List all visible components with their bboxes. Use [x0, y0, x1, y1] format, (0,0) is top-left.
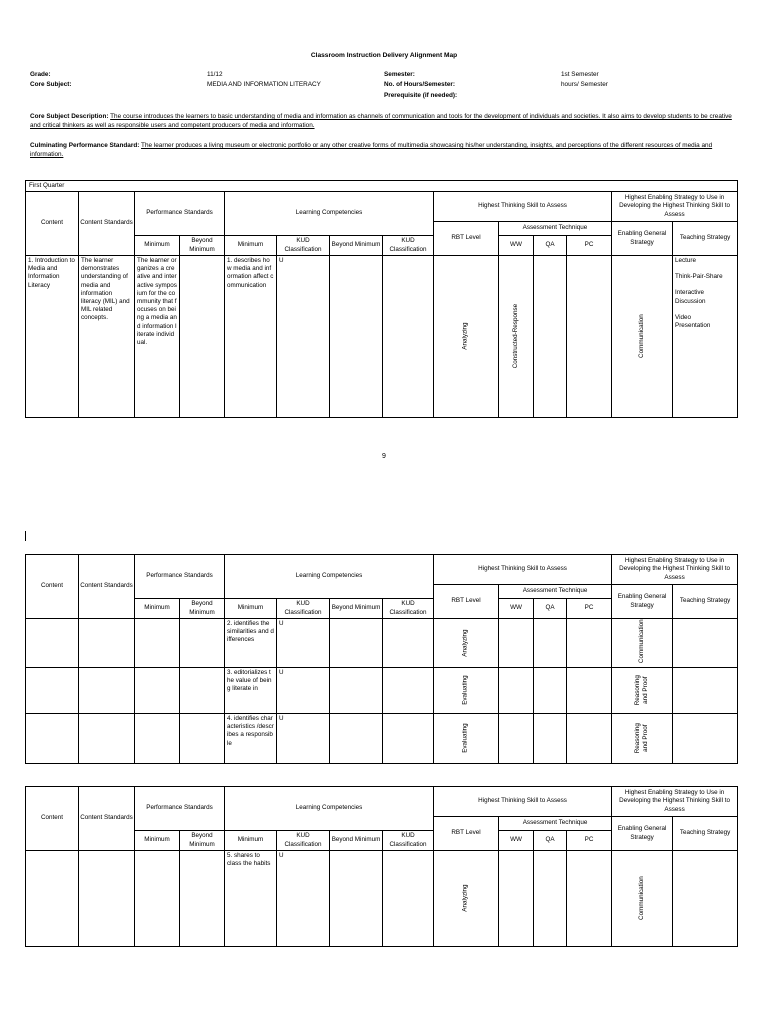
header-assessment-technique: Assessment Technique [499, 817, 612, 831]
header-kud-2: KUD Classification [383, 831, 434, 851]
rbt-text: Analyzing [461, 884, 469, 913]
core-subject-label: Core Subject: [30, 81, 72, 88]
content-standard-cell: The learner demonstrates understanding of media and information literacy (MIL) and MIL related concepts. [79, 256, 135, 418]
header-teaching-strategy: Teaching Strategy [673, 222, 738, 256]
header-ww: WW [499, 236, 534, 256]
header-lc-minimum: Minimum [225, 236, 277, 256]
alignment-table-3 [25, 786, 738, 947]
enabling-cell [612, 851, 673, 947]
header-lc-minimum: Minimum [225, 599, 277, 619]
quarter-label: First Quarter [26, 181, 738, 192]
header-teaching-strategy: Teaching Strategy [673, 817, 738, 851]
header-minimum: Minimum [135, 831, 180, 851]
header-rbt-level: RBT Level [434, 585, 499, 619]
header-qa: QA [534, 236, 567, 256]
enabling-cell [612, 256, 673, 418]
page-title: Classroom Instruction Delivery Alignment Map [310, 52, 458, 59]
enabling-cell [612, 668, 673, 714]
header-content: Content [26, 555, 79, 619]
beyond-competency-cell [330, 256, 383, 418]
enabling-text: Communication [637, 314, 645, 359]
header-rbt-level: RBT Level [434, 817, 499, 851]
hours-value: hours/ Semester [561, 81, 608, 88]
header-beyond-minimum: Beyond Minimum [180, 831, 225, 851]
rbt-text: Analyzing [461, 322, 469, 351]
header-kud-1: KUD Classification [277, 831, 330, 851]
header-learning-competencies: Learning Competencies [225, 192, 434, 236]
header-ww: WW [499, 831, 534, 851]
header-teaching-strategy: Teaching Strategy [673, 585, 738, 619]
kud-cell: U [277, 256, 330, 418]
teaching-item: Video Presentation [675, 313, 711, 330]
header-assessment-technique: Assessment Technique [499, 585, 612, 599]
competency-cell [225, 668, 277, 714]
text-cursor [25, 531, 26, 541]
rbt-cell [434, 714, 499, 764]
rbt-cell [434, 256, 499, 418]
rbt-cell [434, 851, 499, 947]
ww-cell [499, 256, 534, 418]
header-ww: WW [499, 599, 534, 619]
pc-cell [567, 256, 612, 418]
header-highest-enabling: Highest Enabling Strategy to Use in Developing the Highest Thinking Skill to Assess [612, 555, 738, 585]
performance-minimum-cell: The learner organizes a creative and interactive symposium for the community that focuses on being a media and information literate individual. [135, 256, 180, 418]
header-performance-standards: Performance Standards [135, 192, 225, 236]
competency-cell: 1. describes how media and information affect communication [225, 256, 277, 418]
header-lc-beyond-minimum: Beyond Minimum [330, 236, 383, 256]
semester-label: Semester: [384, 71, 415, 78]
header-beyond-minimum: Beyond Minimum [180, 236, 225, 256]
header-content: Content [26, 787, 79, 851]
description-text: The course introduces the learners to basic understanding of media and information as channels of communication and tools for the development of individuals and societies. It also aims to develop students to be creative and critical thinkers as well as responsible users and competent producers of media and information. [30, 113, 732, 129]
header-enabling-general: Enabling General Strategy [612, 817, 673, 851]
prerequisite-label: Prerequisite (if needed): [384, 92, 458, 99]
core-subject-description [30, 112, 740, 130]
header-content: Content [26, 192, 79, 256]
kud-cell: U [277, 714, 330, 764]
header-performance-standards: Performance Standards [135, 787, 225, 831]
header-performance-standards: Performance Standards [135, 555, 225, 599]
core-subject-value: MEDIA AND INFORMATION LITERACY [207, 81, 321, 88]
competency-cell [225, 714, 277, 764]
alignment-table-2 [25, 554, 738, 764]
alignment-table-1 [25, 180, 738, 418]
competency-text: 2. identifies the similarities and differences [227, 620, 274, 644]
page-number: 9 [382, 453, 386, 460]
competency-text: 3. editorializes the value of being literate in [227, 669, 272, 693]
header-highest-enabling: Highest Enabling Strategy to Use in Developing the Highest Thinking Skill to Assess [612, 787, 738, 817]
header-beyond-minimum: Beyond Minimum [180, 599, 225, 619]
teaching-strategy-cell [673, 256, 738, 418]
header-enabling-general: Enabling General Strategy [612, 222, 673, 256]
competency-cell [225, 619, 277, 668]
header-content-standards: Content Standards [79, 192, 135, 256]
rbt-text: Evaluating [461, 723, 469, 754]
rbt-text: Analyzing [461, 629, 469, 657]
kud-cell: U [277, 619, 330, 668]
enabling-cell [612, 619, 673, 668]
header-enabling-general: Enabling General Strategy [612, 585, 673, 619]
performance-beyond-cell [180, 256, 225, 418]
teaching-item: Lecture [675, 257, 697, 264]
header-learning-competencies: Learning Competencies [225, 555, 434, 599]
header-minimum: Minimum [135, 236, 180, 256]
teaching-item: Think-Pair-Share [675, 273, 723, 281]
qa-cell [534, 256, 567, 418]
content-cell: 1. Introduction to Media and Information Literacy [26, 256, 79, 418]
ww-text: Constructed-Response [511, 304, 519, 369]
header-kud-2: KUD Classification [383, 236, 434, 256]
enabling-text: Reasoning and Proof [633, 723, 650, 754]
culminating-text: The learner produces a living museum or electronic portfolio or any other creative forms of multimedia showcasing his/her understanding, insights, and perceptions of the different resources of media and information. [30, 142, 713, 158]
header-highest-thinking: Highest Thinking Skill to Assess [434, 555, 612, 585]
header-assessment-technique: Assessment Technique [499, 222, 612, 236]
enabling-text: Communication [637, 619, 645, 663]
kud-cell: U [277, 668, 330, 714]
header-kud-1: KUD Classification [277, 599, 330, 619]
header-highest-enabling: Highest Enabling Strategy to Use in Developing the Highest Thinking Skill to Assess [612, 192, 738, 222]
rbt-cell [434, 668, 499, 714]
header-minimum: Minimum [135, 599, 180, 619]
header-content-standards: Content Standards [79, 787, 135, 851]
competency-text: 4. identifies characteristics /describes a responsible [227, 715, 274, 747]
grade-value: 11/12 [207, 71, 223, 78]
header-kud-1: KUD Classification [277, 236, 330, 256]
culminating-performance-standard [30, 141, 740, 159]
header-highest-thinking: Highest Thinking Skill to Assess [434, 192, 612, 222]
grade-label: Grade: [30, 71, 51, 78]
header-pc: PC [567, 236, 612, 256]
kud-cell: U [277, 851, 330, 947]
teaching-item: Interactive Discussion [675, 289, 706, 305]
header-lc-beyond-minimum: Beyond Minimum [330, 599, 383, 619]
competency-cell: 5. shares to class the habits [225, 851, 277, 947]
culminating-label: Culminating Performance Standard: [30, 142, 140, 149]
hours-label: No. of Hours/Semester: [384, 81, 456, 88]
header-qa: QA [534, 831, 567, 851]
header-rbt-level: RBT Level [434, 222, 499, 256]
header-highest-thinking: Highest Thinking Skill to Assess [434, 787, 612, 817]
enabling-cell [612, 714, 673, 764]
header-lc-minimum: Minimum [225, 831, 277, 851]
rbt-text: Evaluating [461, 675, 469, 706]
rbt-cell [434, 619, 499, 668]
enabling-text: Reasoning and Proof [633, 675, 650, 706]
description-label: Core Subject Description: [30, 113, 109, 120]
header-pc: PC [567, 599, 612, 619]
kud-beyond-cell [383, 256, 434, 418]
enabling-text: Communication [637, 876, 645, 921]
header-kud-2: KUD Classification [383, 599, 434, 619]
header-learning-competencies: Learning Competencies [225, 787, 434, 831]
semester-value: 1st Semester [561, 71, 599, 78]
header-qa: QA [534, 599, 567, 619]
header-lc-beyond-minimum: Beyond Minimum [330, 831, 383, 851]
header-pc: PC [567, 831, 612, 851]
header-content-standards: Content Standards [79, 555, 135, 619]
